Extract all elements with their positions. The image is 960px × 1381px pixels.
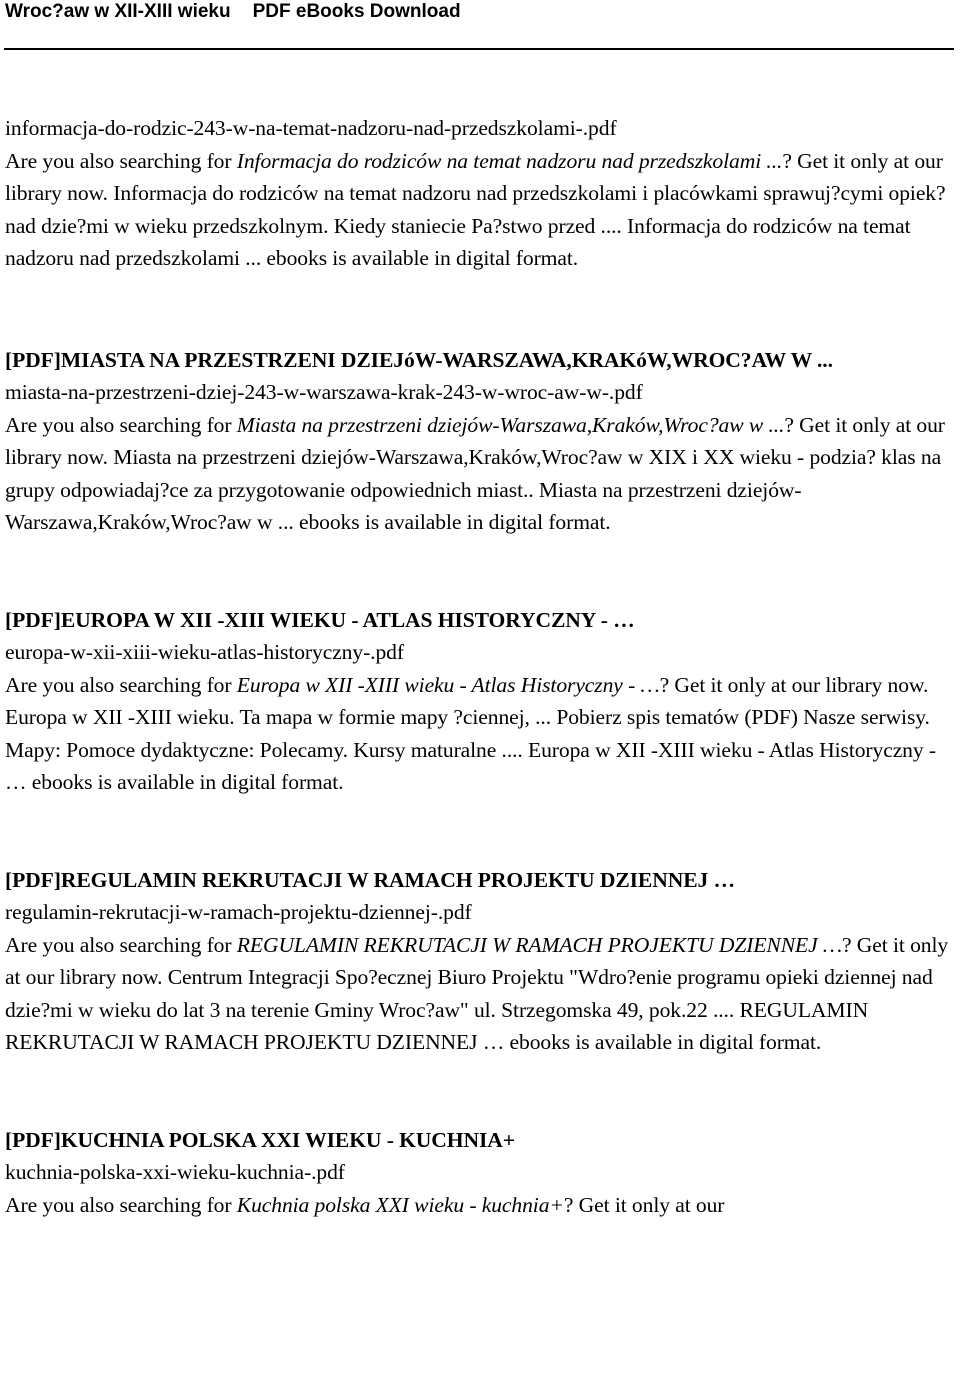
site-tagline: PDF eBooks Download — [252, 1, 461, 22]
header-divider — [4, 48, 954, 50]
ebook-description — [5, 409, 960, 539]
search-query: REGULAMIN REKRUTACJI W RAMACH PROJEKTU DZIENNEJ … — [236, 932, 843, 957]
ebook-entry — [5, 112, 960, 275]
ebook-title-link[interactable]: [PDF]EUROPA W XII -XIII WIEKU - ATLAS HISTORYCZNY - … — [5, 607, 635, 632]
ebook-entry — [5, 864, 960, 1059]
description-lead: Are you also searching for — [5, 412, 237, 437]
ebook-title-link[interactable]: [PDF]REGULAMIN REKRUTACJI W RAMACH PROJEKTU DZIENNEJ … — [5, 867, 736, 892]
search-query: Miasta na przestrzeni dziejów-Warszawa,Kraków,Wroc?aw w ... — [236, 412, 785, 437]
ebook-description — [5, 929, 960, 1059]
description-text: ? Get it only at our library now. Informacja do rodziców na temat nadzoru nad przedszkolami i placówkami sprawuj?cymi opiek? nad dzie?mi w wieku przedszkolnym. Kiedy staniecie Pa?stwo przed .... Informacja do rodziców na temat nadzoru nad przedszkolami ... ebooks is available in digital format. — [5, 148, 946, 270]
ebook-filename[interactable]: informacja-do-rodzic-243-w-na-temat-nadzoru-nad-przedszkolami-.pdf — [5, 116, 617, 140]
ebook-entry — [5, 1124, 960, 1222]
ebook-title-link[interactable]: [PDF]MIASTA NA PRZESTRZENI DZIEJóW-WARSZAWA,KRAKóW,WROC?AW W ... — [5, 347, 833, 372]
ebook-entry — [5, 604, 960, 799]
ebook-title-link[interactable]: [PDF]KUCHNIA POLSKA XXI WIEKU - KUCHNIA+ — [5, 1127, 515, 1152]
ebook-filename[interactable]: kuchnia-polska-xxi-wieku-kuchnia-.pdf — [5, 1160, 345, 1184]
search-query: Informacja do rodziców na temat nadzoru nad przedszkolami ... — [236, 148, 783, 173]
ebook-filename[interactable]: miasta-na-przestrzeni-dziej-243-w-warszawa-krak-243-w-wroc-aw-w-.pdf — [5, 380, 643, 404]
ebook-description — [5, 1189, 960, 1222]
description-text: ? Get it only at our — [563, 1192, 725, 1217]
ebook-filename[interactable]: regulamin-rekrutacji-w-ramach-projektu-dziennej-.pdf — [5, 900, 472, 924]
ebook-listing — [5, 112, 960, 1286]
site-title: Wroc?aw w XII-XIII wieku — [5, 1, 231, 22]
description-text: ? Get it only at our library now. Centrum Integracji Spo?ecznej Biuro Projektu "Wdro?enie programu opieki dziennej nad dzie?mi w wieku do lat 3 na terenie Gminy Wroc?aw" ul. Strzegomska 49, pok.22 .... REGULAMIN REKRUTACJI W RAMACH PROJEKTU DZIENNEJ … ebooks is available in digital format. — [5, 932, 949, 1054]
description-lead: Are you also searching for — [5, 148, 237, 173]
search-query: Europa w XII -XIII wieku - Atlas Historyczny - … — [236, 672, 660, 697]
ebook-description — [5, 145, 960, 275]
description-text: ? Get it only at our library now. Europa w XII -XIII wieku. Ta mapa w formie mapy ?ciennej, ... Pobierz spis tematów (PDF) Nasze serwisy. Mapy: Pomoce dydaktyczne: Polecamy. Kursy maturalne .... Europa w XII -XIII wieku - Atlas Historyczny - … ebooks is available in digital format. — [5, 672, 936, 794]
search-query: Kuchnia polska XXI wieku - kuchnia+ — [236, 1192, 564, 1217]
page-header — [5, 0, 461, 24]
description-lead: Are you also searching for — [5, 1192, 237, 1217]
ebook-filename[interactable]: europa-w-xii-xiii-wieku-atlas-historyczny-.pdf — [5, 640, 404, 664]
ebook-description — [5, 669, 960, 799]
description-lead: Are you also searching for — [5, 672, 237, 697]
description-text: ? Get it only at our library now. Miasta na przestrzeni dziejów-Warszawa,Kraków,Wroc?aw w XIX i XX wieku - podzia? klas na grupy odpowiadaj?ce za przygotowanie odpowiednich miast.. Miasta na przestrzeni dziejów-Warszawa,Kraków,Wroc?aw w ... ebooks is available in digital format. — [5, 412, 945, 534]
ebook-entry — [5, 344, 960, 539]
description-lead: Are you also searching for — [5, 932, 237, 957]
